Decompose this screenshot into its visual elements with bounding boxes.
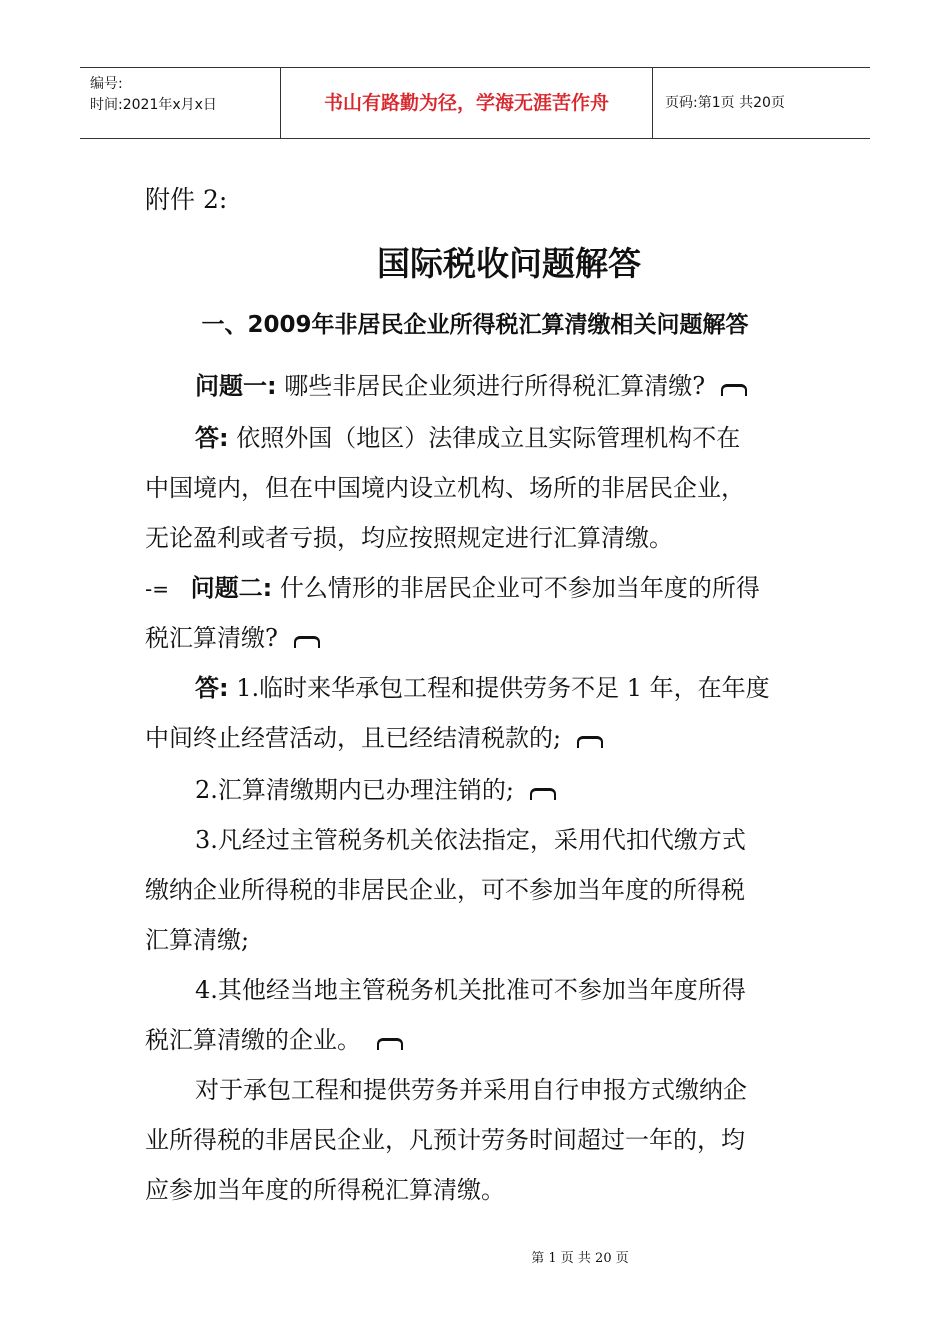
- question-2-text: 税汇算清缴?: [145, 624, 278, 652]
- paragraph-mark-icon: [530, 788, 556, 800]
- bullet-marker: -=: [145, 577, 169, 601]
- answer-2-line: [195, 668, 770, 703]
- question-1: [195, 366, 747, 401]
- attachment-label: 附件 2:: [145, 185, 228, 214]
- answer-2-text: 2.汇算清缴期内已办理注销的;: [195, 776, 514, 804]
- answer-2-text: 中间终止经营活动，且已经结清税款的;: [145, 724, 562, 752]
- question-2-label: 问题二:: [190, 574, 273, 602]
- answer-2-line: 缴纳企业所得税的非居民企业，可不参加当年度的所得税: [145, 876, 745, 904]
- number-label: 编号:: [90, 76, 123, 92]
- answer-2-line: [195, 770, 556, 805]
- question-2-text: 什么情形的非居民企业可不参加当年度的所得: [279, 574, 760, 602]
- answer-2-line: 3.凡经过主管税务机关依法指定，采用代扣代缴方式: [195, 826, 746, 854]
- question-1-text: 哪些非居民企业须进行所得税汇算清缴?: [284, 372, 706, 400]
- header-page-info: 页码:第1页 共20页: [665, 95, 785, 111]
- document-header: [80, 67, 870, 139]
- answer-1-label: 答:: [195, 424, 229, 452]
- paragraph-mark-icon: [721, 384, 747, 396]
- answer-2-text: 税汇算清缴的企业。: [145, 1026, 361, 1054]
- answer-1-line: 中国境内，但在中国境内设立机构、场所的非居民企业，: [145, 474, 745, 502]
- answer-2-line: 4.其他经当地主管税务机关批准可不参加当年度所得: [195, 976, 746, 1004]
- answer-2-text: 1.临时来华承包工程和提供劳务不足 1 年，在年度: [236, 674, 770, 702]
- header-meta-cell: [80, 68, 281, 138]
- answer-2-line: 对于承包工程和提供劳务并采用自行申报方式缴纳企: [195, 1076, 747, 1104]
- time-label: 时间:2021年x月x日: [90, 97, 217, 113]
- answer-1-line: 无论盈利或者亏损，均应按照规定进行汇算清缴。: [145, 524, 673, 552]
- answer-2-line: 汇算清缴;: [145, 926, 250, 954]
- question-1-label: 问题一:: [195, 372, 277, 400]
- section-title: 一、2009年非居民企业所得税汇算清缴相关问题解答: [201, 312, 749, 338]
- answer-2-label: 答:: [195, 674, 229, 702]
- question-2-continued: [145, 618, 320, 653]
- answer-2-line: 业所得税的非居民企业，凡预计劳务时间超过一年的，均: [145, 1126, 745, 1154]
- paragraph-mark-icon: [294, 636, 320, 648]
- paragraph-mark-icon: [577, 736, 603, 748]
- answer-2-line: [145, 718, 603, 753]
- page-footer: 第 1 页 共 20 页: [531, 1251, 629, 1266]
- header-motto: 书山有路勤为径，学海无涯苦作舟: [281, 68, 653, 138]
- answer-2-line: [145, 1020, 403, 1055]
- answer-2-line: 应参加当年度的所得税汇算清缴。: [145, 1176, 505, 1204]
- paragraph-mark-icon: [377, 1038, 403, 1050]
- question-2: [145, 568, 760, 603]
- answer-1-line: [195, 418, 740, 453]
- answer-1-text: 依照外国（地区）法律成立且实际管理机构不在: [236, 424, 741, 452]
- document-title: 国际税收问题解答: [377, 244, 641, 283]
